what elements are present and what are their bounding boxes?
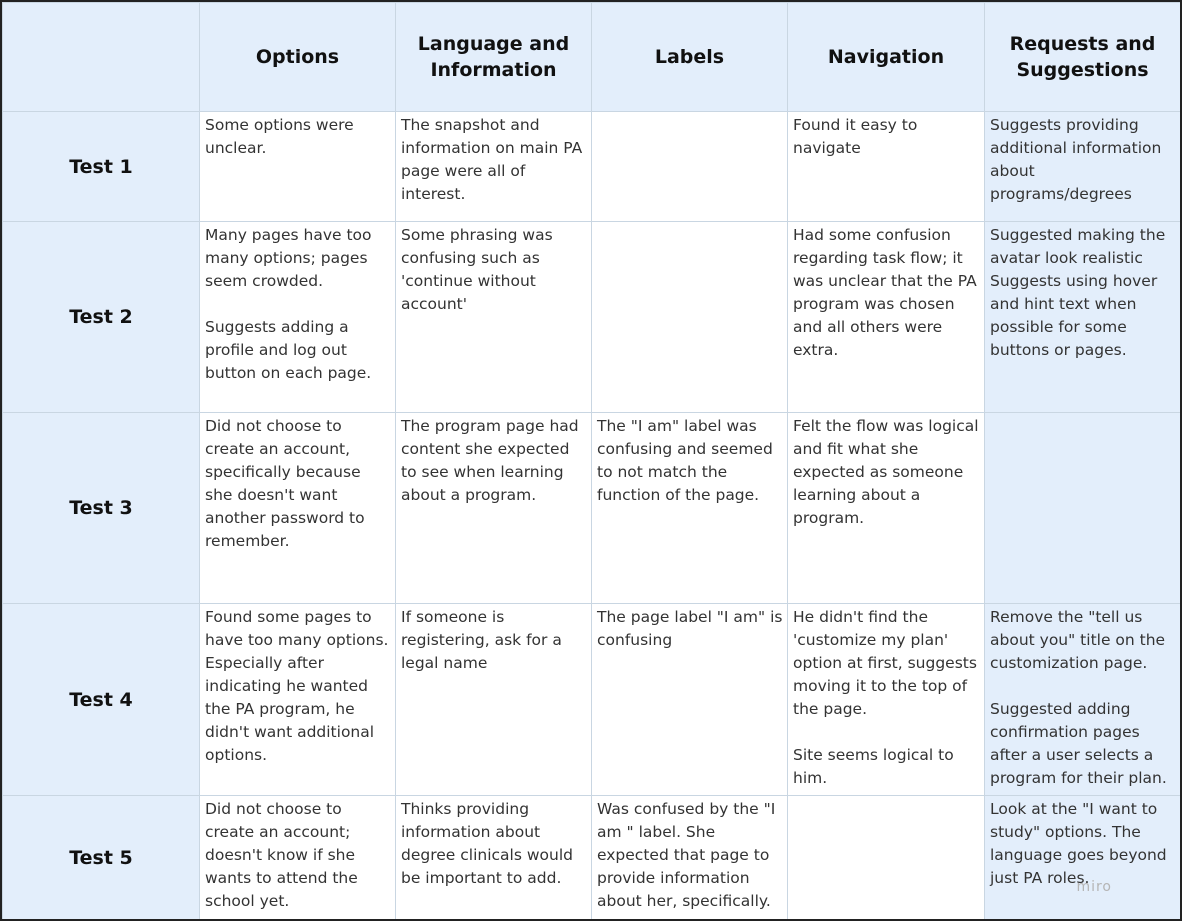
findings-table <box>2 2 1181 920</box>
row-label: Test 4 <box>3 604 200 796</box>
navigation-cell <box>788 796 985 920</box>
navigation-cell: Felt the flow was logical and fit what she expected as someone learning about a program. <box>788 413 985 604</box>
column-header-language-information: Language and Information <box>396 3 592 112</box>
row-label: Test 1 <box>3 112 200 222</box>
language-information-cell: Some phrasing was confusing such as 'continue without account' <box>396 222 592 413</box>
row-label: Test 5 <box>3 796 200 920</box>
requests-suggestions-cell: Suggested making the avatar look realistic Suggests using hover and hint text when possible for some buttons or pages. <box>985 222 1181 413</box>
table-row <box>3 222 1181 413</box>
table-row <box>3 413 1181 604</box>
labels-cell <box>592 222 788 413</box>
options-cell: Did not choose to create an account; doesn't know if she wants to attend the school yet. <box>200 796 396 920</box>
requests-suggestions-cell: Remove the "tell us about you" title on the customization page. Suggested adding confirmation pages after a user selects a program for their plan. <box>985 604 1181 796</box>
table-row <box>3 796 1181 920</box>
column-header-options: Options <box>200 3 396 112</box>
corner-cell <box>3 3 200 112</box>
navigation-cell: Had some confusion regarding task flow; it was unclear that the PA program was chosen and all others were extra. <box>788 222 985 413</box>
requests-suggestions-cell <box>985 413 1181 604</box>
labels-cell: The "I am" label was confusing and seemed to not match the function of the page. <box>592 413 788 604</box>
row-label: Test 3 <box>3 413 200 604</box>
options-cell: Many pages have too many options; pages seem crowded. Suggests adding a profile and log out button on each page. <box>200 222 396 413</box>
options-cell: Found some pages to have too many options. Especially after indicating he wanted the PA program, he didn't want additional options. <box>200 604 396 796</box>
header-row <box>3 3 1181 112</box>
requests-suggestions-cell: Suggests providing additional information about programs/degrees <box>985 112 1181 222</box>
requests-suggestions-cell: Look at the "I want to study" options. The language goes beyond just PA roles. <box>985 796 1181 920</box>
column-header-navigation: Navigation <box>788 3 985 112</box>
labels-cell <box>592 112 788 222</box>
labels-cell: The page label "I am" is confusing <box>592 604 788 796</box>
table-row <box>3 112 1181 222</box>
row-label: Test 2 <box>3 222 200 413</box>
table-row <box>3 604 1181 796</box>
language-information-cell: If someone is registering, ask for a legal name <box>396 604 592 796</box>
options-cell: Did not choose to create an account, specifically because she doesn't want another password to remember. <box>200 413 396 604</box>
column-header-requests-suggestions: Requests and Suggestions <box>985 3 1181 112</box>
language-information-cell: Thinks providing information about degree clinicals would be important to add. <box>396 796 592 920</box>
navigation-cell: Found it easy to navigate <box>788 112 985 222</box>
column-header-labels: Labels <box>592 3 788 112</box>
navigation-cell: He didn't find the 'customize my plan' option at first, suggests moving it to the top of the page. Site seems logical to him. <box>788 604 985 796</box>
language-information-cell: The snapshot and information on main PA page were all of interest. <box>396 112 592 222</box>
language-information-cell: The program page had content she expected to see when learning about a program. <box>396 413 592 604</box>
labels-cell: Was confused by the "I am " label. She expected that page to provide information about her, specifically. <box>592 796 788 920</box>
options-cell: Some options were unclear. <box>200 112 396 222</box>
miro-watermark: miro <box>1076 879 1112 895</box>
